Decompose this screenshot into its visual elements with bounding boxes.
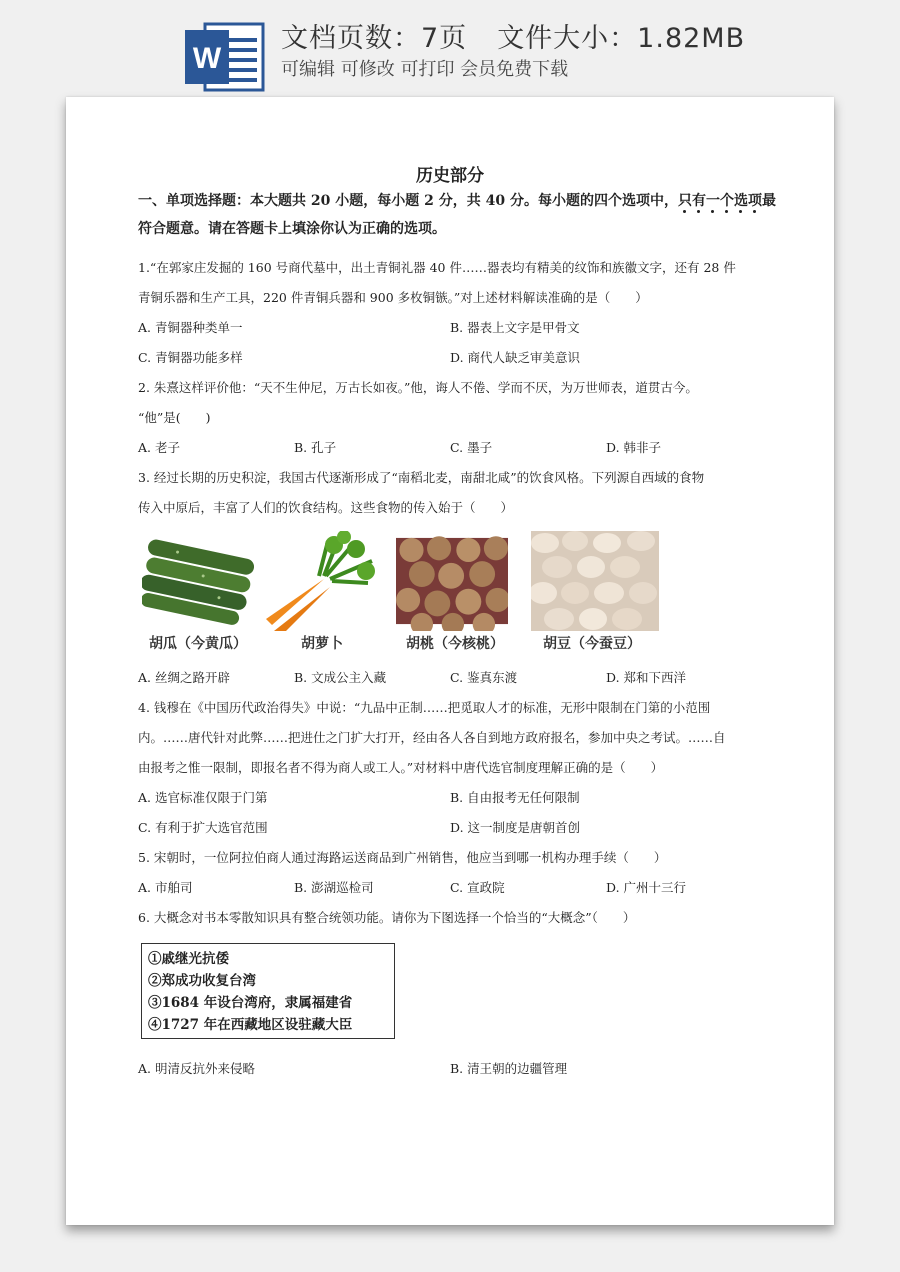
file-size-label: 文件大小：1.82MB xyxy=(497,23,746,54)
q3-option-c: C. 鉴真东渡 xyxy=(450,670,518,685)
q5-option-a: A. 市舶司 xyxy=(138,880,193,895)
caption-carrot: 胡萝卜 xyxy=(301,636,343,652)
emphasis-dotted xyxy=(678,193,734,209)
q5-option-b: B. 澎湖巡检司 xyxy=(294,880,374,895)
q1-option-b: B. 器表上文字是甲骨文 xyxy=(450,320,580,335)
q5-option-d: D. 广州十三行 xyxy=(606,880,687,895)
emphasis-char: 一 xyxy=(705,193,720,209)
emphasis-char: 个 xyxy=(719,193,734,209)
question-1-text-cont: 青铜乐器和生产工具，220 件青铜兵器和 900 多枚铜镞。”对上述材料解读准确的是（ ） xyxy=(138,290,648,305)
concept-item: ②郑成功收复台湾 xyxy=(148,973,256,989)
concept-box xyxy=(141,943,395,1039)
question-6-text: 6. 大概念对书本零散知识具有整合统领功能。请你为下图选择一个恰当的“大概念”（ ） xyxy=(138,910,636,925)
q1-option-c: C. 青铜器功能多样 xyxy=(138,350,243,365)
broad-bean-image xyxy=(531,531,659,631)
question-5-text: 5. 宋朝时，一位阿拉伯商人通过海路运送商品到广州销售，他应当到哪一机构办理手续（ ） xyxy=(138,850,667,865)
concept-item: ①戚继光抗倭 xyxy=(148,951,229,967)
cucumber-image xyxy=(142,531,254,631)
question-2-text: 2. 朱熹这样评价他：“天不生仲尼，万古长如夜。”他，诲人不倦、学而不厌，为万世师表，道贯古今。 xyxy=(138,380,698,395)
q1-option-a: A. 青铜器种类单一 xyxy=(138,320,243,335)
q3-option-b: B. 文成公主入藏 xyxy=(294,670,387,685)
q2-option-d: D. 韩非子 xyxy=(606,440,662,455)
q2-option-a: A. 老子 xyxy=(138,440,180,455)
feature-list: 可编辑 可修改 可打印 会员免费下载 xyxy=(281,59,569,80)
svg-text:W: W xyxy=(192,42,222,75)
q6-option-a: A. 明清反抗外来侵略 xyxy=(138,1061,255,1076)
word-document-icon xyxy=(183,20,265,94)
question-4-text: 4. 钱穆在《中国历代政治得失》中说：“九品中正制……把觅取人才的标准，无形中限制在门第的小范围 xyxy=(138,700,711,715)
q5-option-c: C. 宣政院 xyxy=(450,880,505,895)
question-3-text-cont: 传入中原后，丰富了人们的饮食结构。这些食物的传入始于（ ） xyxy=(138,500,514,515)
q4-option-a: A. 选官标准仅限于门第 xyxy=(138,790,268,805)
q6-option-b: B. 清王朝的边疆管理 xyxy=(450,1061,568,1076)
q4-option-b: B. 自由报考无任何限制 xyxy=(450,790,580,805)
concept-item: ③1684 年设台湾府，隶属福建省 xyxy=(148,995,353,1011)
q3-option-a: A. 丝绸之路开辟 xyxy=(138,670,230,685)
question-1-text: 1.“在郭家庄发掘的 160 号商代墓中，出土青铜礼器 40 件……器表均有精美的纹饰和族徽文字，还有 28 件 xyxy=(138,260,736,275)
emphasis-char: 选 xyxy=(733,193,748,209)
caption-broad-bean: 胡豆（今蚕豆） xyxy=(543,636,641,652)
emphasis-dotted-2 xyxy=(734,193,762,209)
q4-option-d: D. 这一制度是唐朝首创 xyxy=(450,820,581,835)
concept-item: ④1727 年在西藏地区设驻藏大臣 xyxy=(148,1017,353,1033)
page-count-label: 文档页数：7页 xyxy=(281,23,468,54)
question-2-text-cont: “他”是( ) xyxy=(138,410,211,425)
q4-option-c: C. 有利于扩大选官范围 xyxy=(138,820,268,835)
emphasis-char: 有 xyxy=(691,193,706,209)
emphasis-char: 项 xyxy=(747,193,762,209)
question-4-text-cont: 内。……唐代针对此弊……把进仕之门扩大打开，经由各人各自到地方政府报名，参加中央之考试。……自 xyxy=(138,730,726,745)
emphasis-char: 只 xyxy=(677,193,692,209)
section-heading: 一、单项选择题：本大题共 20 小题，每小题 2 分，共 40 分。每小题的四个选项中，只有一个选项最符合题意。请在答题卡上填涂你认为正确的选项。 xyxy=(138,193,776,237)
carrot-image xyxy=(264,531,376,631)
caption-cucumber: 胡瓜（今黄瓜） xyxy=(149,636,247,652)
document-stats xyxy=(281,16,745,55)
q2-option-c: C. 墨子 xyxy=(450,440,493,455)
walnut-image xyxy=(396,531,508,631)
question-3-text: 3. 经过长期的历史积淀，我国古代逐渐形成了“南稻北麦，南甜北咸”的饮食风格。下列源自西域的食物 xyxy=(138,470,705,485)
q1-option-d: D. 商代人缺乏审美意识 xyxy=(450,350,581,365)
q2-option-b: B. 孔子 xyxy=(294,440,337,455)
page-title: 历史部分 xyxy=(416,166,484,186)
q3-option-d: D. 郑和下西洋 xyxy=(606,670,687,685)
document-page xyxy=(66,97,834,1225)
header-banner xyxy=(0,0,900,100)
question-4-text-cont-2: 由报考之惟一限制，即报名者不得为商人或工人。”对材料中唐代选官制度理解正确的是（ ） xyxy=(138,760,664,775)
caption-walnut: 胡桃（今核桃） xyxy=(406,636,504,652)
